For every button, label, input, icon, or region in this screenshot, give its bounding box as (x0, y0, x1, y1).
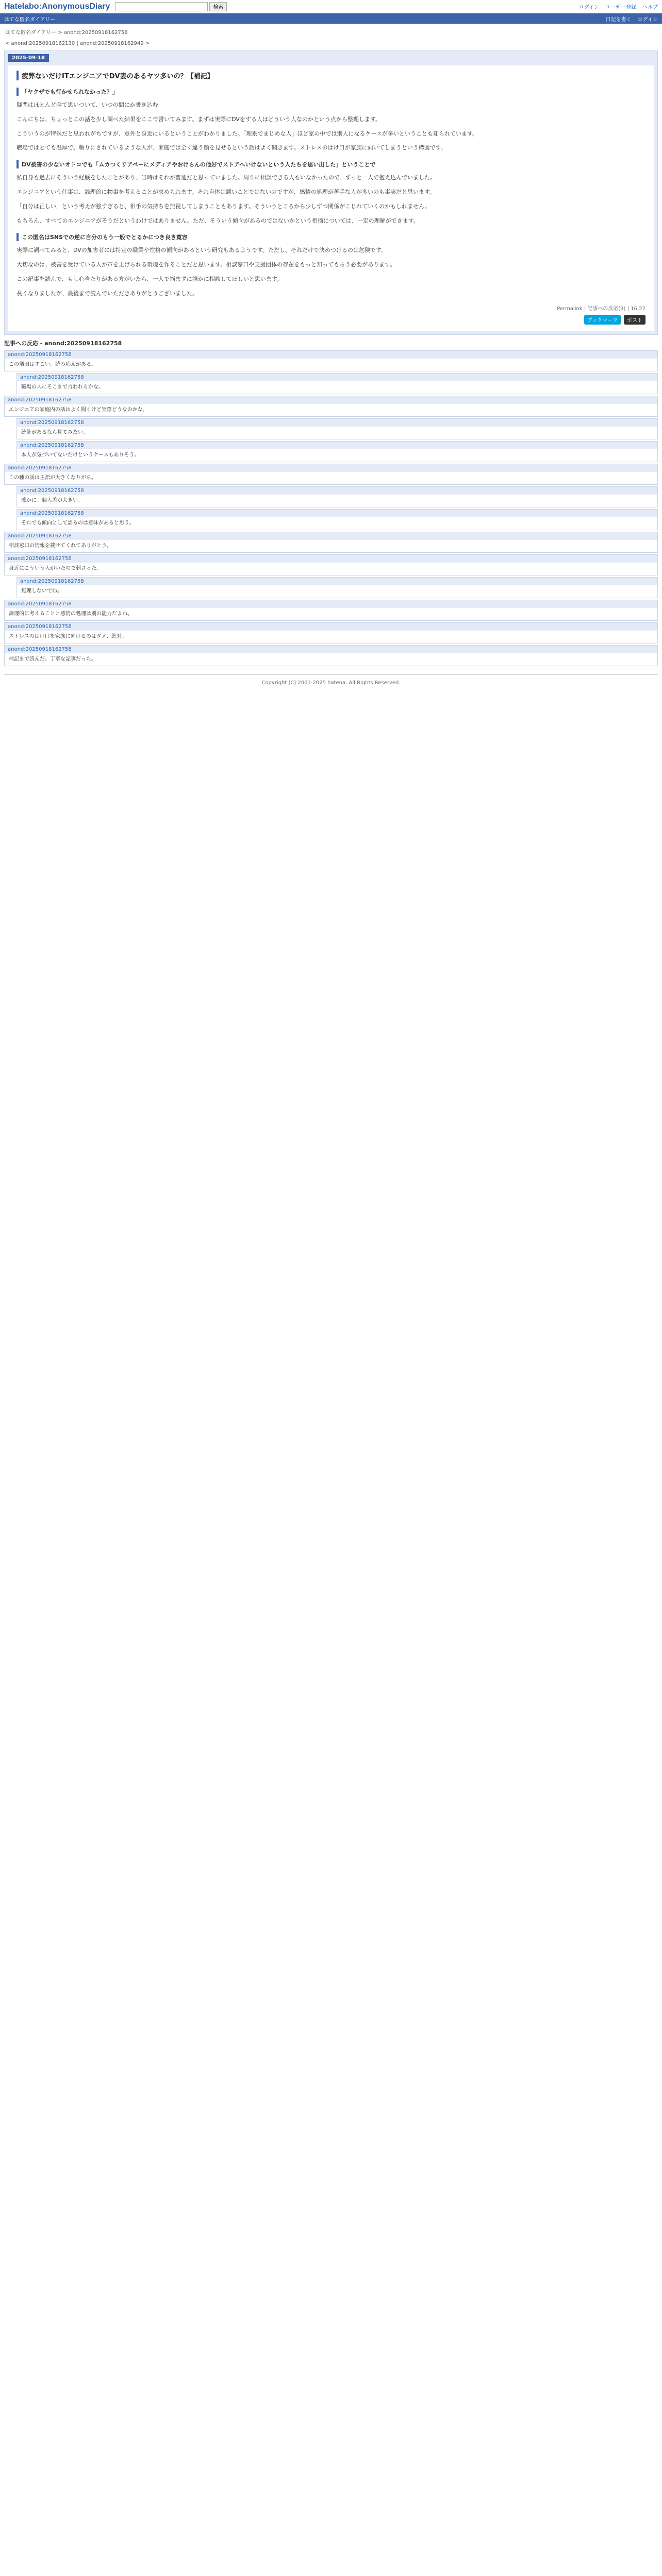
response-node (16, 577, 658, 598)
nav-home[interactable]: はてな匿名ダイアリー (4, 16, 56, 23)
response-id (17, 419, 657, 427)
response-id (5, 464, 657, 472)
responses-heading: 記事への反応 - anond:20250918162758 (4, 340, 122, 347)
search-form (115, 2, 227, 11)
response-id (5, 600, 657, 608)
paragraph: 「自分は正しい」という考えが強すぎると、相手の気持ちを無視してしまうこともあります。そういうところから少しずつ関係がこじれていくのかもしれません。 (16, 202, 431, 210)
response-link[interactable]: anond:20250918162758 (8, 351, 72, 358)
response-id (5, 623, 657, 631)
response-id (5, 646, 657, 653)
response-id (5, 555, 657, 563)
paragraph: 私自身も過去にそういう経験をしたことがあり、当時はそれが普通だと思っていました。周りに相談できる人もいなかったので、ずっと一人で抱え込んでいました。 (16, 174, 436, 181)
toplink-login[interactable]: ログイン (578, 5, 599, 10)
section-date: 2025-09-18 (8, 54, 49, 62)
paragraph: この記事を読んで、もし心当たりがある方がいたら、一人で悩まずに誰かに相談してほしいと思います。 (16, 275, 283, 282)
response-node (4, 532, 658, 553)
article (8, 65, 654, 331)
response-id (5, 351, 657, 359)
article-title (16, 71, 646, 80)
paragraph: 職場ではとても温厚で、頼りにされているような人が、家庭では全く違う顔を見せるという話はよく聞きます。ストレスのはけ口が家族に向いてしまうという構図です。 (16, 144, 446, 151)
response-link[interactable]: anond:20250918162758 (8, 397, 72, 403)
response-node (16, 373, 658, 394)
response-link[interactable]: anond:20250918162758 (8, 533, 72, 539)
response-link[interactable]: anond:20250918162758 (8, 623, 72, 630)
response-id (17, 374, 657, 381)
paragraph: 大切なのは、被害を受けている人が声を上げられる環境を作ることだと思います。相談窓口や支援団体の存在をもっと知ってもらう必要があります。 (16, 261, 396, 268)
search-button[interactable]: 検索 (209, 2, 227, 11)
breadcrumb: はてな匿名ダイアリー > anond:20250918162758 (5, 30, 128, 36)
response-text: この種の話は主語が大きくなりがち。 (5, 472, 657, 484)
response-text: 補記まで読んだ。丁寧な記事だった。 (5, 653, 657, 666)
paragraph: こういうのが特殊だと思われがちですが、意外と身近にいるということがわかりました。「理系でまじめな人」ほど家の中では別人になるケースが多いということも知られています。 (16, 130, 478, 137)
response-item (4, 645, 658, 666)
paragraph: 疑問はほとんど全て思いついて、いつの間にか書き込む (16, 101, 158, 108)
response-node (4, 350, 658, 371)
response-text: 相談窓口の情報を載せてくれてありがとう。 (5, 540, 657, 552)
subtitle-1: 「ヤクザでも行かせられなかった？」 (16, 88, 646, 96)
paragraph: 長くなりましたが、最後まで読んでいただきありがとうございました。 (16, 290, 198, 297)
response-node (16, 418, 658, 439)
subtitle-2: DV被害の少ないオトコでも「ムカつくリアペーにメディアやおけらんの他好でストアへいけないという人たちを思い出した」ということで (16, 160, 646, 168)
toplink-register[interactable]: ユーザー登録 (605, 5, 636, 10)
paragraph: こんにちは、ちょっとこの話を少し調べた結果をここで書いてみます。まずは実際にDVをする人はどういう人なのかという点から整理します。 (16, 115, 382, 123)
response-node (4, 464, 658, 485)
sub-nav (0, 13, 662, 24)
x-post-button[interactable]: ポスト (624, 315, 646, 325)
response-id (5, 532, 657, 540)
response-text: それでも傾向として語るのは意味があると思う。 (17, 517, 657, 530)
page-footer: Copyright (C) 2001-2025 hatena. All Rights Reserved. (4, 674, 658, 691)
response-item (16, 441, 658, 462)
response-link[interactable]: anond:20250918162758 (8, 646, 72, 652)
response-link[interactable]: anond:20250918162758 (20, 578, 84, 584)
top-links (579, 3, 658, 10)
response-link[interactable]: anond:20250918162758 (20, 442, 84, 448)
response-node (4, 600, 658, 621)
response-link[interactable]: anond:20250918162758 (8, 465, 72, 471)
article-footer[interactable]: Permalink | 記事への反応(3) | 16:27 (557, 306, 646, 312)
day-section (4, 50, 658, 335)
response-item (4, 600, 658, 621)
prev-next-nav[interactable]: < anond:20250918162130 | anond:20250918162949 > (5, 41, 150, 46)
response-link[interactable]: anond:20250918162758 (8, 555, 72, 562)
response-id (17, 510, 657, 517)
response-node (4, 645, 658, 666)
response-link[interactable]: anond:20250918162758 (20, 374, 84, 380)
toplink-help[interactable]: ヘルプ (642, 5, 658, 10)
response-link[interactable]: anond:20250918162758 (8, 601, 72, 607)
response-link[interactable]: anond:20250918162758 (20, 487, 84, 494)
response-tree (4, 350, 658, 666)
response-item (16, 486, 658, 507)
response-item (4, 350, 658, 394)
response-children (16, 577, 658, 598)
paragraph: 実際に調べてみると、DVの加害者には特定の職業や性格の傾向があるという研究もあるようです。ただし、それだけで決めつけるのは危険です。 (16, 247, 387, 254)
response-text: この増田はすごい。読み応えがある。 (5, 359, 657, 371)
response-item (4, 622, 658, 643)
response-node (4, 396, 658, 417)
top-bar (0, 0, 662, 13)
response-id (5, 396, 657, 404)
response-node (4, 554, 658, 575)
response-item (4, 396, 658, 462)
response-text: ストレスのはけ口を家族に向けるのはダメ、絶対。 (5, 631, 657, 643)
response-item (16, 418, 658, 439)
subtitle-3: この匿名はSNSでの逆に自分のもう一般でとるかにつき良き寛容 (16, 233, 646, 241)
response-item (4, 464, 658, 530)
response-text: 本人が気づいてないだけというケースもありそう。 (17, 449, 657, 462)
response-node (16, 509, 658, 530)
nav-write[interactable]: 日記を書く (605, 16, 632, 23)
hatena-bookmark-button[interactable]: ブックマーク (584, 315, 621, 325)
response-id (17, 578, 657, 585)
site-logo[interactable]: Hatelabo:AnonymousDiary (4, 2, 110, 11)
response-link[interactable]: anond:20250918162758 (20, 510, 84, 516)
response-link[interactable]: anond:20250918162758 (20, 419, 84, 426)
article-title-link[interactable]: 疲弊ないだけITエンジニアでDV妻のあるヤツ多いの？【補記】 (22, 73, 214, 80)
response-text: エンジニアの家庭内の話はよく聞くけど実際どうなのかな。 (5, 404, 657, 416)
response-item (4, 554, 658, 598)
share-buttons (16, 315, 646, 325)
response-text: 職場の人にそこまで言われるかな。 (17, 381, 657, 394)
response-children (16, 373, 658, 394)
response-children (16, 486, 658, 530)
response-text: 身近にこういう人がいたので刺さった。 (5, 563, 657, 575)
response-text: 確かに。個人差が大きい。 (17, 495, 657, 507)
response-children (16, 418, 658, 462)
response-item (4, 532, 658, 553)
paragraph: エンジニアという仕事は、論理的に物事を考えることが求められます。それ自体は悪いことではないのですが、感情の処理が苦手な人が多いのも事実だと思います。 (16, 188, 435, 195)
response-node (4, 622, 658, 643)
response-item (16, 509, 658, 530)
responses-section (4, 339, 658, 666)
response-text: 無理しないでね。 (17, 585, 657, 598)
response-id (17, 487, 657, 495)
response-text: 統計があるなら見てみたい。 (17, 427, 657, 439)
paragraph: もちろん、すべてのエンジニアがそうだというわけではありません。ただ、そういう傾向があるのではないかという指摘については、一定の理解ができます。 (16, 217, 419, 224)
nav-login[interactable]: ログイン (637, 16, 658, 23)
response-text: 論理的に考えることと感情の処理は別の能力だよね。 (5, 608, 657, 620)
response-node (16, 441, 658, 462)
search-input[interactable] (115, 2, 208, 11)
response-item (16, 577, 658, 598)
response-node (16, 486, 658, 507)
response-id (17, 442, 657, 449)
response-item (16, 373, 658, 394)
